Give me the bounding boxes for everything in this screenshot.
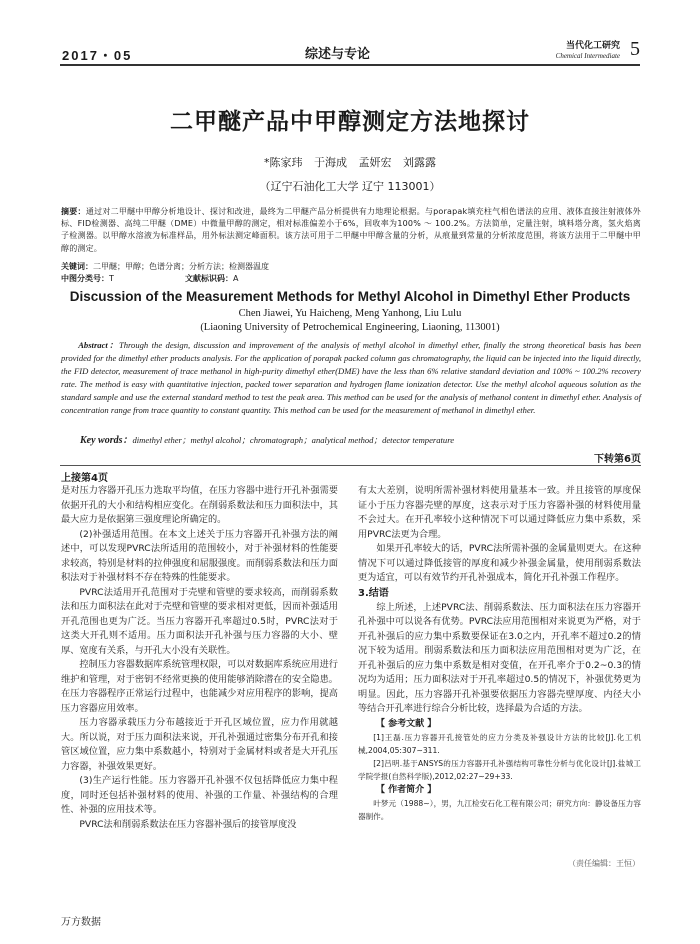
section-divider	[60, 465, 641, 466]
body-paragraph: PVRC法和削弱系数法在压力容器补强后的接管厚度没	[79, 818, 297, 830]
author-list: *陈家玮 于海成 孟妍宏 刘露露	[264, 156, 436, 169]
keywords-cn	[61, 261, 641, 273]
body-column-left	[61, 484, 338, 832]
body-paragraph: (3)生产运行性能。压力容器开孔补强不仅包括降低应力集中程度，同时还包括补强材料的使用、补强的工作量、补强结构的合理性、补强的应用技术等。	[61, 775, 338, 815]
body-column-right	[358, 484, 641, 823]
section-name: 综述与专论	[305, 47, 371, 62]
doc-code-value: A	[233, 274, 239, 283]
body-paragraph: 压力容器承载压力分布越接近于开孔区域位置，应力作用就越大。所以说，对于压力面积法来说，开孔补强通过密集分布开孔和接管区域位置，应力集中系数越小，特别对于金属材料或者是大开孔压力容器，补强效果更好。	[61, 717, 338, 772]
keywords-en-label: Key words	[80, 435, 123, 446]
body-paragraph: 综上所述，上述PVRC法、削弱系数法、压力面积法在压力容器开孔补强中可以说各有优势。PVRC法应用范围相对来说更为严格，对于开孔补强后的应力集中系数要保证在3.0之内，开孔率不超过0.2的情况下较为适用。削弱系数法和压力面积法应用范围相对更为广泛，在开孔补强后的应力集中系数是相对变值，在开孔率介于0.2~0.3的情况均为适用；压力面积法对于开孔率超过0.5的情况下，补强优势更为明显。因此，压力容器开孔补强要依据压力容器壳壁厚度、内径大小等结合开孔率进行综合分析比较，选择最为合适的方法。	[358, 601, 641, 714]
journal-name-cn: 当代化工研究	[565, 41, 620, 51]
page-header	[0, 0, 700, 66]
affiliation-en: (Liaoning University of Petrochemical Engineering, Liaoning, 113001)	[200, 322, 500, 333]
section-heading: 3.结语	[358, 587, 389, 599]
abstract-cn-label: 摘要：	[61, 207, 86, 216]
footer-watermark: 万方数据	[61, 917, 101, 928]
keywords-en: Key words：dimethyl ether；methyl alcohol；chromatograph；analytical method；detector temperature	[80, 435, 455, 446]
abstract-cn-text: 通过对二甲醚中甲醇分析地设计、探讨和改进，最终为二甲醚产品分析提供有力地理论根据。与porapak填充柱气相色谱法的应用、液体直接注射液体外标、FID检测器、高纯二甲醚（DME）中微量甲醇的测定，相对标准偏差小于6%，回收率为100% ～ 100.2%。方法简单，定量注射，填料塔分离，氢火焰离子检测器。以甲醇水溶液为标准样品，用外标法测定峰面积。该方法可用于二甲醚中甲醇含量的分析，从痕量到常量的分析浓度范围，将该方法用于二甲醚中甲醇的测定。	[61, 207, 641, 253]
abstract-cn	[61, 206, 641, 255]
reference-item: [1]王磊.压力容器开孔接管处的应力分类及补强设计方法的比较[J].化工机械,2004,05:307~311.	[358, 732, 641, 755]
reference-item: [2]吕明.基于ANSYS的压力容器开孔补强结构可靠性分析与优化设计[J].盐城工学院学报(自然科学版),2012,02:27~29+33.	[358, 758, 641, 781]
reference-heading: 【 作者简介 】	[376, 784, 437, 795]
clc-label: 中图分类号：	[61, 274, 109, 283]
keywords-cn-label: 关键词：	[61, 262, 93, 271]
header-divider	[60, 64, 640, 66]
classification-line	[61, 273, 641, 285]
body-paragraph: (2)补强适用范围。在本文上述关于压力容器开孔补强方法的阐述中，可以发现PVRC法所适用的范围较小，对于补强材料的性能要求较高，特别是材料的拉伸强度和屈服强度。而削弱系数法和压力面积法对于补强材料不存在特殊的性能要求。	[61, 528, 338, 583]
keywords-cn-text: 二甲醚；甲醇；色谱分离；分析方法；检测器温度	[93, 262, 269, 271]
continued-from-page: 上接第4页	[61, 473, 108, 484]
abstract-en-label: Abstract	[78, 340, 108, 350]
journal-name-en: Chemical Intermediate	[555, 52, 620, 60]
body-paragraph: 是对压力容器开孔压力选取平均值，在压力容器中进行开孔补强需要依据开孔的大小和结构相应变化。在削弱系数法和压力面积法中，其最大应力是依据第三强度理论所确定的。	[61, 485, 338, 525]
doc-code-label: 文献标识码：	[185, 274, 233, 283]
body-paragraph: PVRC法适用开孔范围对于壳壁和管壁的要求较高，而削弱系数法和压力面积法在此对于壳壁和管壁的要求相对更低，因而补强适用开孔范围也更为广泛。当压力容器开孔率超过0.5时，PVRC法对于这类大开孔则不适用。压力面积法开孔补强与压力容器的大小、壁厚、宽度有关系，与开孔大小没有关联性。	[61, 586, 338, 656]
affiliation: （辽宁石油化工大学 辽宁 113001）	[259, 180, 441, 193]
abstract-en: Abstract：Through the design, discussion and improvement of the analysis of methyl alcohol in dimethyl ether, finally the strong theoretical basis has been provided for the dimethyl ether products analysis. For the application of porapak packed column gas chromatography, the liquid can be injected into the liquid directly, the FID detector, measurement of trace methanol in high-purity dimethyl ether(DME) have the less than 6% relative standard deviation and 100% ~ 100.2% recovery rate. The method is easy with quantitative injection, packed tower separation and hydrogen flame ionization detector. Use the methyl alcohol aqueous solution as the standard sample and use the external standard method to test the peak area. This method can be used for the analysis of methanol content in dimethyl ether. Analysis of concentration range from trace quantity to constant quantity. This method can be used for the measurement of methanol in dimethyl ether.	[61, 340, 641, 415]
body-paragraph: 有太大差别，说明所需补强材料使用量基本一致。并且接管的厚度保证小于压力容器壳壁的厚度，这表示对于压力容器补强的材料使用量不会过大。在开孔率较小这种情况下可以通过降低应力集中系数，采用PVRC法更为合理。	[358, 485, 641, 540]
issue-number: 2017・05	[62, 48, 133, 63]
continued-next-page: 下转第6页	[594, 454, 641, 465]
page-number: 5	[630, 38, 640, 60]
reference-item: 叶梦元（1988~），男，九江检安石化工程有限公司；研究方向：静设备压力容器制作。	[358, 798, 641, 821]
author-list-en: Chen Jiawei, Yu Haicheng, Meng Yanhong, Liu Lulu	[238, 308, 462, 319]
body-paragraph: 如果开孔率较大的话，PVRC法所需补强的金属量则更大。在这种情况下可以通过降低接管的厚度和减少补强金属量，使用削弱系数法更为适宜，可以有效节约开孔补强成本，简化开孔补强工作程序。	[358, 543, 641, 583]
journal-logo	[540, 41, 620, 61]
keywords-en-text: dimethyl ether；methyl alcohol；chromatograph；analytical method；detector temperature	[132, 435, 455, 445]
reference-heading: 【 参考文献 】	[376, 718, 437, 729]
article-title-en: Discussion of the Measurement Methods for Methyl Alcohol in Dimethyl Ether Products	[69, 289, 631, 304]
clc-value: T	[109, 274, 114, 283]
abstract-en-text: Through the design, discussion and improvement of the analysis of methyl alcohol in dimethyl ether, finally the strong theoretical basis has been provided for the dimethyl ether products analysis. For the application of porapak packed column gas chromatography, the liquid can be injected into the liquid directly, the FID detector, measurement of trace methanol in high-purity dimethyl ether(DME) have the less than 6% relative standard deviation and 100% ~ 100.2% recovery rate. The method is easy with quantitative injection, packed tower separation and hydrogen flame ionization detector. Use the methyl alcohol aqueous solution as the standard sample and use the external standard method to test the peak area. This method can be used for the analysis of methanol content in dimethyl ether. Analysis of concentration range from trace quantity to constant quantity. This method can be used for the measurement of methanol in dimethyl ether.	[61, 340, 641, 415]
article-title: 二甲醚产品中甲醇测定方法地探讨	[170, 109, 530, 135]
body-paragraph: 控制压力容器数据库系统管理权限，可以对数据库系统应用进行维护和管理，对于密钥不经常更换的使用能够消除潜在的安全隐患。在压力容器程序正常运行过程中，也能减少对应用程序的影响，提高压力容器应用效率。	[61, 659, 338, 714]
editor-note: （责任编辑：王恒）	[568, 859, 640, 868]
